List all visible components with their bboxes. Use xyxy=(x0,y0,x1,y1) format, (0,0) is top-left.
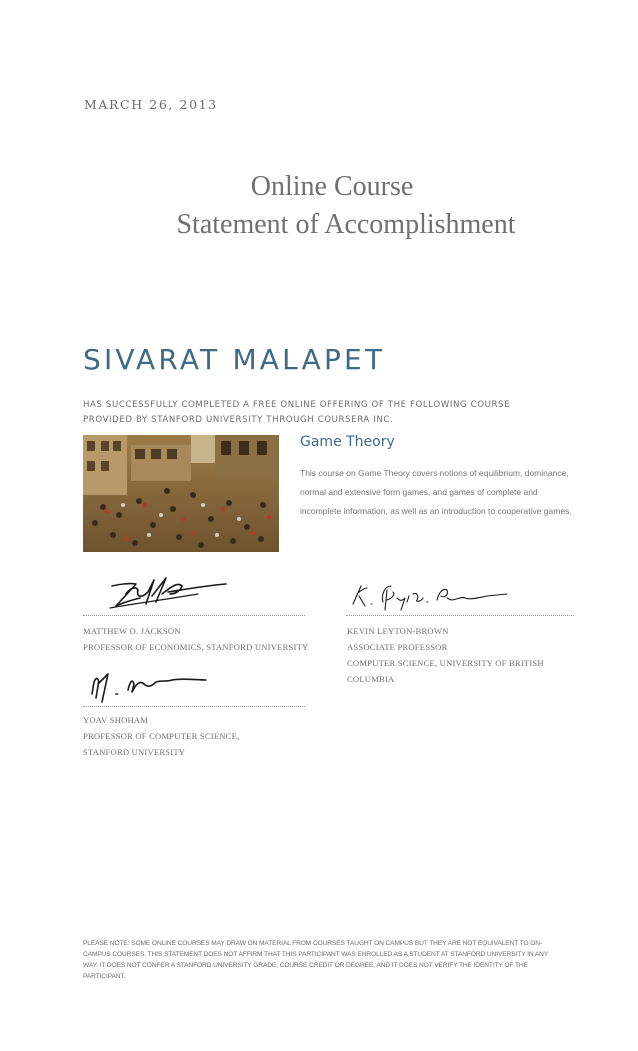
signatory-2-title-2: COMPUTER SCIENCE, UNIVERSITY OF BRITISH COLUMBIA xyxy=(347,658,544,684)
signatory-1-title: PROFESSOR OF ECONOMICS, STANFORD UNIVERSITY xyxy=(83,642,309,652)
signatory-2 xyxy=(347,623,562,687)
course-description: This course on Game Theory covers notions of equilibrium, dominance, normal and extensive form games, and games of complete and incomplete information, as well as an introduction to cooperative games. xyxy=(300,468,572,516)
signatory-1-name: MATTHEW O. JACKSON xyxy=(83,626,181,636)
completion-line-2: PROVIDED BY STANFORD UNIVERSITY THROUGH COURSERA INC. xyxy=(83,415,394,425)
signature-jackson xyxy=(102,572,232,612)
disclaimer: PLEASE NOTE: SOME ONLINE COURSES MAY DRAW ON MATERIAL FROM COURSES TAUGHT ON CAMPUS BUT THEY ARE NOT EQUIVALENT TO ON-CAMPUS COURSES. THIS STATEMENT DOES NOT AFFIRM THAT THIS PARTICIPANT WAS ENROLLED AS A STUDENT AT STANFORD UNIVERSITY IN ANY WAY. IT DOES NOT CONFER A STANFORD UNIVERSITY GRADE, COURSE CREDIT OR DEGREE, AND IT DOES NOT VERIFY THE IDENTITY OF THE PARTICIPANT. xyxy=(83,940,549,980)
signature-line-2 xyxy=(346,615,574,616)
completion-line-1: HAS SUCCESSFULLY COMPLETED A FREE ONLINE OFFERING OF THE FOLLOWING COURSE xyxy=(83,400,511,410)
signatory-3 xyxy=(83,712,283,760)
signatory-2-title-1: ASSOCIATE PROFESSOR xyxy=(347,642,448,652)
issue-date: MARCH 26, 2013 xyxy=(84,97,218,112)
course-image xyxy=(83,435,279,552)
completion-statement xyxy=(83,398,553,428)
recipient-name: SIVARAT MALAPET xyxy=(83,343,386,376)
course-title: Game Theory xyxy=(300,434,395,450)
signatory-1 xyxy=(83,623,313,655)
signature-line-1 xyxy=(83,615,305,616)
signatory-3-title: PROFESSOR OF COMPUTER SCIENCE, STANFORD UNIVERSITY xyxy=(83,731,240,757)
signature-leyton-brown xyxy=(347,580,517,612)
title-line-1: Online Course xyxy=(250,171,414,202)
signature-line-3 xyxy=(83,706,305,707)
painting-illustration xyxy=(83,435,279,552)
signature-shoham xyxy=(86,664,216,704)
signatory-3-name: YOAV SHOHAM xyxy=(83,715,149,725)
title-line-2: Statement of Accomplishment xyxy=(176,209,516,240)
signatory-2-name: KEVIN LEYTON-BROWN xyxy=(347,626,449,636)
certificate-title xyxy=(0,168,638,244)
